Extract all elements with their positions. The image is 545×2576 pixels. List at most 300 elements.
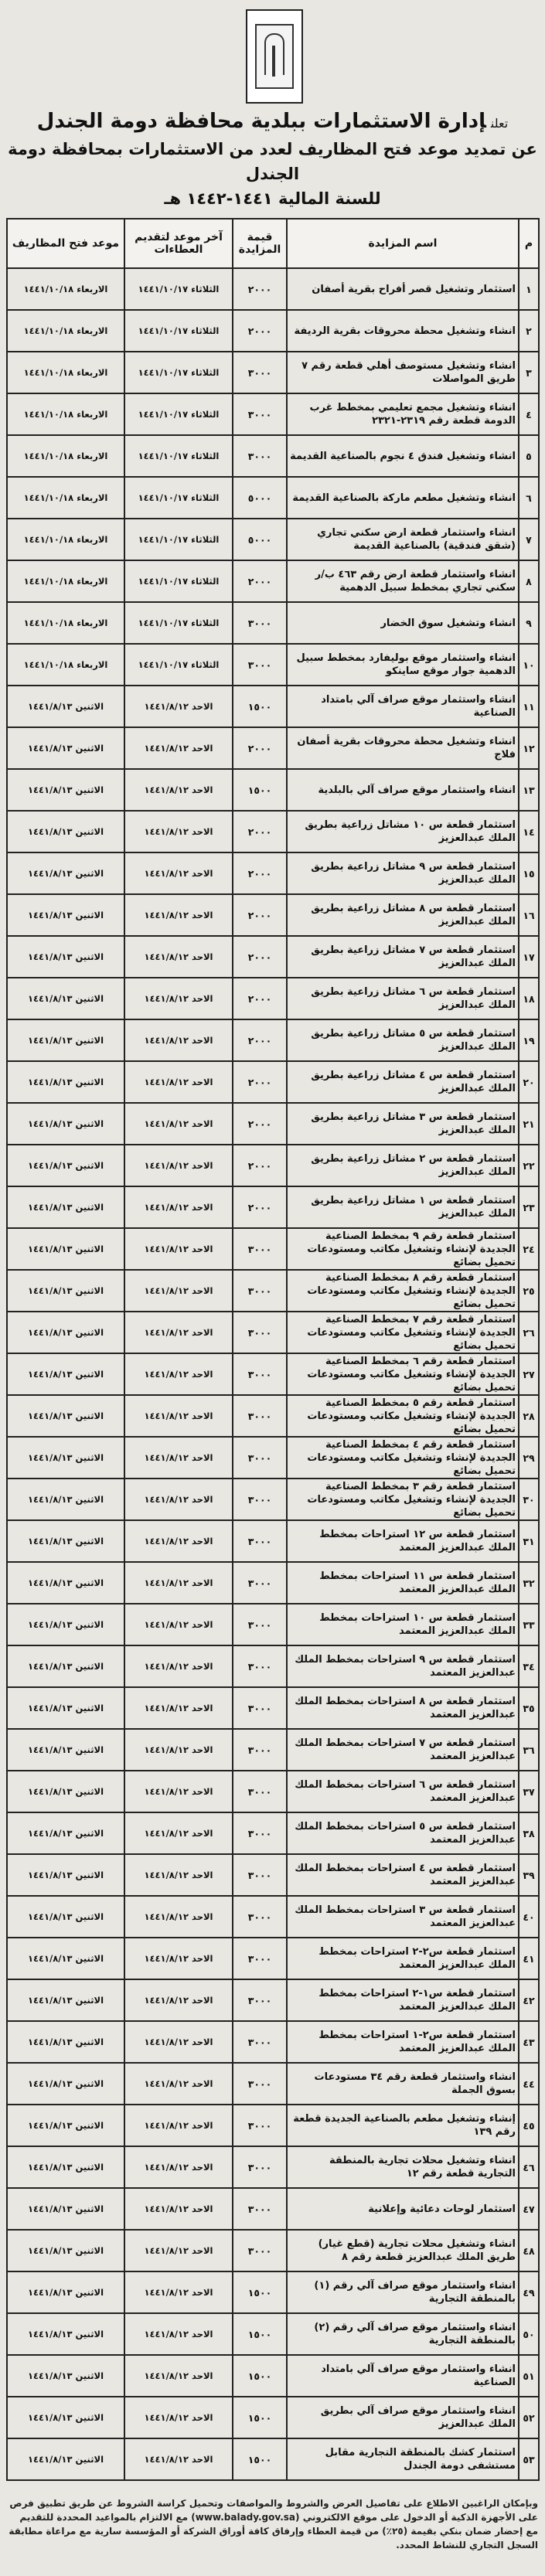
tender-name: استثمار قطعة س ٨ استراحات بمخطط الملك عبدالعزيز المعتمد bbox=[287, 1687, 519, 1729]
submission-deadline: الاحد ١٤٤١/٨/١٢ bbox=[124, 1270, 233, 1312]
row-number: ٣٤ bbox=[519, 1645, 539, 1687]
envelope-opening: الاثنين ١٤٤١/٨/١٣ bbox=[7, 1353, 124, 1395]
envelope-opening: الاثنين ١٤٤١/٨/١٣ bbox=[7, 2397, 124, 2438]
row-number: ٣٠ bbox=[519, 1479, 539, 1520]
tender-name: انشاء وتشغيل مستوصف أهلي قطعة رقم ٧ طريق المواصلات bbox=[287, 352, 519, 393]
table-row bbox=[7, 2021, 539, 2063]
row-number: ٤٩ bbox=[519, 2271, 539, 2313]
tender-value: ٣٠٠٠ bbox=[233, 1854, 287, 1896]
row-number: ٤ bbox=[519, 393, 539, 435]
row-number: ٥٢ bbox=[519, 2397, 539, 2438]
envelope-opening: الاربعاء ١٤٤١/١٠/١٨ bbox=[7, 477, 124, 519]
page-subtitle: عن تمديد موعد فتح المظاريف لعدد من الاستثمارات بمحافظة دومة الجندل bbox=[8, 140, 537, 183]
table-row bbox=[7, 1729, 539, 1771]
table-row bbox=[7, 602, 539, 644]
row-number: ٣٥ bbox=[519, 1687, 539, 1729]
row-number: ٢٠ bbox=[519, 1061, 539, 1103]
submission-deadline: الاحد ١٤٤١/٨/١٢ bbox=[124, 2230, 233, 2271]
row-number: ٣٩ bbox=[519, 1854, 539, 1896]
envelope-opening: الاثنين ١٤٤١/٨/١٣ bbox=[7, 1103, 124, 1145]
tender-value: ٣٠٠٠ bbox=[233, 1938, 287, 1979]
tender-name: انشاء وتشغيل مجمع تعليمي بمخطط غرب الدومة قطعة رقم ٢٣١٩-٢٣٢١ bbox=[287, 393, 519, 435]
table-row bbox=[7, 727, 539, 769]
envelope-opening: الاثنين ١٤٤١/٨/١٣ bbox=[7, 1019, 124, 1061]
row-number: ١١ bbox=[519, 686, 539, 727]
tender-value: ٣٠٠٠ bbox=[233, 644, 287, 686]
envelope-opening: الاثنين ١٤٤١/٨/١٣ bbox=[7, 1270, 124, 1312]
envelope-opening: الاثنين ١٤٤١/٨/١٣ bbox=[7, 2021, 124, 2063]
tender-value: ٣٠٠٠ bbox=[233, 2063, 287, 2105]
table-row bbox=[7, 1562, 539, 1604]
tender-value: ٣٠٠٠ bbox=[233, 1604, 287, 1645]
tender-name: استثمار قطعة س ٩ مشاتل زراعية بطريق الملك عبدالعزيز bbox=[287, 852, 519, 894]
fiscal-year: للسنة المالية ١٤٤١-١٤٤٢ هـ bbox=[164, 189, 381, 208]
envelope-opening: الاثنين ١٤٤١/٨/١٣ bbox=[7, 1437, 124, 1479]
row-number: ٤١ bbox=[519, 1938, 539, 1979]
table-row bbox=[7, 1437, 539, 1479]
row-number: ٨ bbox=[519, 560, 539, 602]
tender-value: ٣٠٠٠ bbox=[233, 1645, 287, 1687]
table-row bbox=[7, 1938, 539, 1979]
tender-name: استثمار قطعة س ١٠ استراحات بمخطط الملك عبدالعزيز المعتمد bbox=[287, 1604, 519, 1645]
envelope-opening: الاثنين ١٤٤١/٨/١٣ bbox=[7, 1771, 124, 1812]
submission-deadline: الاحد ١٤٤١/٨/١٢ bbox=[124, 936, 233, 978]
table-row bbox=[7, 2146, 539, 2188]
submission-deadline: الاحد ١٤٤١/٨/١٢ bbox=[124, 2397, 233, 2438]
tender-value: ٢٠٠٠ bbox=[233, 1186, 287, 1228]
envelope-opening: الاثنين ١٤٤١/٨/١٣ bbox=[7, 1061, 124, 1103]
table-row bbox=[7, 1228, 539, 1270]
tender-name: استثمار قطعة س ٤ استراحات بمخطط الملك عبدالعزيز المعتمد bbox=[287, 1854, 519, 1896]
tender-name: استثمار وتشغيل قصر أفراح بقرية أصفان bbox=[287, 268, 519, 310]
tender-value: ٣٠٠٠ bbox=[233, 1395, 287, 1437]
tender-value: ٣٠٠٠ bbox=[233, 1270, 287, 1312]
tender-name: انشاء وتشغيل محلات تجارية بالمنطقة التجارية قطعة رقم ١٢ bbox=[287, 2146, 519, 2188]
table-row bbox=[7, 1604, 539, 1645]
tender-name: استثمار قطعة س ٩ استراحات بمخطط الملك عبدالعزيز المعتمد bbox=[287, 1645, 519, 1687]
table-row bbox=[7, 2438, 539, 2480]
tender-value: ٥٠٠٠ bbox=[233, 519, 287, 560]
tender-value: ١٥٠٠ bbox=[233, 2271, 287, 2313]
tender-value: ٥٠٠٠ bbox=[233, 477, 287, 519]
row-number: ١٣ bbox=[519, 769, 539, 811]
tender-name: انشاء وتشغيل محطة محروقات بقرية الرديفة bbox=[287, 310, 519, 352]
tender-name: استثمار قطعة س ١٢ استراحات بمخطط الملك عبدالعزيز المعتمد bbox=[287, 1520, 519, 1562]
submission-deadline: الاحد ١٤٤١/٨/١٢ bbox=[124, 769, 233, 811]
page-title bbox=[8, 108, 537, 137]
tender-name: استثمار قطعة س ٨ مشاتل زراعية بطريق الملك عبدالعزيز bbox=[287, 894, 519, 936]
tender-value: ٣٠٠٠ bbox=[233, 352, 287, 393]
tender-value: ٢٠٠٠ bbox=[233, 936, 287, 978]
table-row bbox=[7, 644, 539, 686]
row-number: ٥ bbox=[519, 435, 539, 477]
envelope-opening: الاثنين ١٤٤١/٨/١٣ bbox=[7, 1520, 124, 1562]
header bbox=[8, 108, 537, 211]
envelope-opening: الاثنين ١٤٤١/٨/١٣ bbox=[7, 2146, 124, 2188]
envelope-opening: الاثنين ١٤٤١/٨/١٣ bbox=[7, 1312, 124, 1353]
column-header-name: اسم المزايدة bbox=[287, 219, 519, 268]
tender-name: انشاء وتشغيل محلات تجارية (قطع غيار) طريق الملك عبدالعزيز قطعة رقم ٨ bbox=[287, 2230, 519, 2271]
submission-deadline: الاحد ١٤٤١/٨/١٢ bbox=[124, 686, 233, 727]
table-row bbox=[7, 1353, 539, 1395]
envelope-opening: الاثنين ١٤٤١/٨/١٣ bbox=[7, 2188, 124, 2230]
envelope-opening: الاثنين ١٤٤١/٨/١٣ bbox=[7, 894, 124, 936]
tender-value: ٢٠٠٠ bbox=[233, 310, 287, 352]
envelope-opening: الاثنين ١٤٤١/٨/١٣ bbox=[7, 2355, 124, 2397]
submission-deadline: الاحد ١٤٤١/٨/١٢ bbox=[124, 1145, 233, 1186]
submission-deadline: الاحد ١٤٤١/٨/١٢ bbox=[124, 1729, 233, 1771]
submission-deadline: الاحد ١٤٤١/٨/١٢ bbox=[124, 1479, 233, 1520]
table-row bbox=[7, 310, 539, 352]
table-row bbox=[7, 1520, 539, 1562]
tender-name: استثمار قطعة رقم ٥ بمخطط الصناعية الجديدة لإنشاء وتشغيل مكاتب ومستودعات تحميل بضائع bbox=[287, 1395, 519, 1437]
table-row bbox=[7, 936, 539, 978]
tender-name: استثمار قطعة س ١١ استراحات بمخطط الملك عبدالعزيز المعتمد bbox=[287, 1562, 519, 1604]
tender-name: استثمار قطعة رقم ٩ بمخطط الصناعية الجديدة لإنشاء وتشغيل مكاتب ومستودعات تحميل بضائع bbox=[287, 1228, 519, 1270]
tender-name: انشاء واستثمار قطعة ارض رقم ٤٦٣ ب/ر سكني تجاري بمخطط سبيل الدهمية bbox=[287, 560, 519, 602]
submission-deadline: الاحد ١٤٤١/٨/١٢ bbox=[124, 1771, 233, 1812]
tender-name: انشاء وتشغيل مطعم ماركة بالصناعية القديمة bbox=[287, 477, 519, 519]
submission-deadline: الاحد ١٤٤١/٨/١٢ bbox=[124, 2313, 233, 2355]
table-row bbox=[7, 686, 539, 727]
submission-deadline: الاحد ١٤٤١/٨/١٢ bbox=[124, 1645, 233, 1687]
tender-value: ٣٠٠٠ bbox=[233, 1437, 287, 1479]
tender-name: انشاء وتشغيل فندق ٤ نجوم بالصناعية القديمة bbox=[287, 435, 519, 477]
submission-deadline: الاحد ١٤٤١/٨/١٢ bbox=[124, 2438, 233, 2480]
envelope-opening: الاثنين ١٤٤١/٨/١٣ bbox=[7, 1645, 124, 1687]
envelope-opening: الاربعاء ١٤٤١/١٠/١٨ bbox=[7, 519, 124, 560]
submission-deadline: الاحد ١٤٤١/٨/١٢ bbox=[124, 1312, 233, 1353]
tender-value: ٢٠٠٠ bbox=[233, 978, 287, 1019]
tender-value: ٣٠٠٠ bbox=[233, 1562, 287, 1604]
row-number: ٤٢ bbox=[519, 1979, 539, 2021]
submission-deadline: الثلاثاء ١٤٤١/١٠/١٧ bbox=[124, 477, 233, 519]
row-number: ٣٦ bbox=[519, 1729, 539, 1771]
tender-name: انشاء واستثمار قطعة ارض سكني تجاري (شقق فندقية) بالصناعية القديمة bbox=[287, 519, 519, 560]
table-row bbox=[7, 1061, 539, 1103]
row-number: ١ bbox=[519, 268, 539, 310]
submission-deadline: الاحد ١٤٤١/٨/١٢ bbox=[124, 1353, 233, 1395]
envelope-opening: الاثنين ١٤٤١/٨/١٣ bbox=[7, 2063, 124, 2105]
table-row bbox=[7, 1270, 539, 1312]
row-number: ٢٩ bbox=[519, 1437, 539, 1479]
table-row bbox=[7, 2105, 539, 2146]
tender-name: انشاء واستثمار موقع صراف آلي رقم (٢) بالمنطقة التجارية bbox=[287, 2313, 519, 2355]
submission-deadline: الثلاثاء ١٤٤١/١٠/١٧ bbox=[124, 352, 233, 393]
envelope-opening: الاثنين ١٤٤١/٨/١٣ bbox=[7, 1687, 124, 1729]
submission-deadline: الاحد ١٤٤١/٨/١٢ bbox=[124, 1687, 233, 1729]
row-number: ٤٣ bbox=[519, 2021, 539, 2063]
submission-deadline: الاحد ١٤٤١/٨/١٢ bbox=[124, 1520, 233, 1562]
row-number: ٧ bbox=[519, 519, 539, 560]
row-number: ٣٧ bbox=[519, 1771, 539, 1812]
submission-deadline: الاحد ١٤٤١/٨/١٢ bbox=[124, 2063, 233, 2105]
submission-deadline: الثلاثاء ١٤٤١/١٠/١٧ bbox=[124, 644, 233, 686]
tender-name: انشاء واستثمار موقع صراف آلي بالبلدية bbox=[287, 769, 519, 811]
submission-deadline: الاحد ١٤٤١/٨/١٢ bbox=[124, 2355, 233, 2397]
tender-value: ٣٠٠٠ bbox=[233, 2146, 287, 2188]
table-row bbox=[7, 435, 539, 477]
tender-value: ٣٠٠٠ bbox=[233, 1312, 287, 1353]
envelope-opening: الاثنين ١٤٤١/٨/١٣ bbox=[7, 1729, 124, 1771]
tender-value: ٢٠٠٠ bbox=[233, 727, 287, 769]
envelope-opening: الاثنين ١٤٤١/٨/١٣ bbox=[7, 2105, 124, 2146]
tender-value: ٣٠٠٠ bbox=[233, 393, 287, 435]
submission-deadline: الثلاثاء ١٤٤١/١٠/١٧ bbox=[124, 268, 233, 310]
submission-deadline: الثلاثاء ١٤٤١/١٠/١٧ bbox=[124, 310, 233, 352]
tender-value: ٢٠٠٠ bbox=[233, 1103, 287, 1145]
tender-value: ٢٠٠٠ bbox=[233, 1145, 287, 1186]
envelope-opening: الاثنين ١٤٤١/٨/١٣ bbox=[7, 811, 124, 852]
envelope-opening: الاثنين ١٤٤١/٨/١٣ bbox=[7, 2230, 124, 2271]
submission-deadline: الاحد ١٤٤١/٨/١٢ bbox=[124, 727, 233, 769]
tender-name: انشاء وتشغيل سوق الخضار bbox=[287, 602, 519, 644]
row-number: ٢٦ bbox=[519, 1312, 539, 1353]
tender-value: ٣٠٠٠ bbox=[233, 1228, 287, 1270]
row-number: ٢١ bbox=[519, 1103, 539, 1145]
tender-value: ٢٠٠٠ bbox=[233, 1061, 287, 1103]
submission-deadline: الاحد ١٤٤١/٨/١٢ bbox=[124, 2146, 233, 2188]
tender-value: ٣٠٠٠ bbox=[233, 435, 287, 477]
table-row bbox=[7, 1479, 539, 1520]
municipality-logo bbox=[246, 9, 303, 104]
row-number: ٩ bbox=[519, 602, 539, 644]
submission-deadline: الاحد ١٤٤١/٨/١٢ bbox=[124, 1437, 233, 1479]
tender-value: ٣٠٠٠ bbox=[233, 2021, 287, 2063]
envelope-opening: الاثنين ١٤٤١/٨/١٣ bbox=[7, 1812, 124, 1854]
tender-name: انشاء واستثمار موقع بوليفارد بمخطط سبيل الدهمية جوار موقع ساينكو bbox=[287, 644, 519, 686]
title-main: إدارة الاستثمارات ببلدية محافظة دومة الجندل bbox=[36, 110, 486, 133]
tender-name: استثمار كشك بالمنطقة التجارية مقابل مستشفى دومة الجندل bbox=[287, 2438, 519, 2480]
envelope-opening: الاربعاء ١٤٤١/١٠/١٨ bbox=[7, 435, 124, 477]
submission-deadline: الاحد ١٤٤١/٨/١٢ bbox=[124, 2021, 233, 2063]
submission-deadline: الاحد ١٤٤١/٨/١٢ bbox=[124, 1896, 233, 1938]
tender-name: انشاء واستثمار قطعة رقم ٣٤ مستودعات بسوق الجملة bbox=[287, 2063, 519, 2105]
envelope-opening: الاربعاء ١٤٤١/١٠/١٨ bbox=[7, 560, 124, 602]
tender-name: استثمار قطعة س١-٢ استراحات بمخطط الملك عبدالعزيز المعتمد bbox=[287, 1979, 519, 2021]
submission-deadline: الاحد ١٤٤١/٨/١٢ bbox=[124, 1395, 233, 1437]
submission-deadline: الثلاثاء ١٤٤١/١٠/١٧ bbox=[124, 602, 233, 644]
submission-deadline: الثلاثاء ١٤٤١/١٠/١٧ bbox=[124, 435, 233, 477]
submission-deadline: الاحد ١٤٤١/٨/١٢ bbox=[124, 894, 233, 936]
row-number: ٥٠ bbox=[519, 2313, 539, 2355]
envelope-opening: الاثنين ١٤٤١/٨/١٣ bbox=[7, 1145, 124, 1186]
tender-value: ٢٠٠٠ bbox=[233, 1019, 287, 1061]
tender-name: انشاء واستثمار موقع صراف آلي بطريق الملك عبدالعزيز bbox=[287, 2397, 519, 2438]
submission-deadline: الاحد ١٤٤١/٨/١٢ bbox=[124, 811, 233, 852]
envelope-opening: الاثنين ١٤٤١/٨/١٣ bbox=[7, 852, 124, 894]
tender-value: ٣٠٠٠ bbox=[233, 1687, 287, 1729]
row-number: ٤٨ bbox=[519, 2230, 539, 2271]
tender-name: استثمار قطعة س٢-٢ استراحات بمخطط الملك عبدالعزيز المعتمد bbox=[287, 1938, 519, 1979]
row-number: ٢٢ bbox=[519, 1145, 539, 1186]
row-number: ٤٦ bbox=[519, 2146, 539, 2188]
table-row bbox=[7, 268, 539, 310]
column-header-value: قيمة المزايدة bbox=[233, 219, 287, 268]
envelope-opening: الاربعاء ١٤٤١/١٠/١٨ bbox=[7, 268, 124, 310]
tender-name: استثمار لوحات دعائية وإعلانية bbox=[287, 2188, 519, 2230]
table-row bbox=[7, 1019, 539, 1061]
table-row bbox=[7, 894, 539, 936]
envelope-opening: الاثنين ١٤٤١/٨/١٣ bbox=[7, 1395, 124, 1437]
tender-name: إنشاء وتشغيل مطعم بالصناعية الجديدة قطعة رقم ١٣٩ bbox=[287, 2105, 519, 2146]
column-header-opening: موعد فتح المظاريف bbox=[7, 219, 124, 268]
table-row bbox=[7, 1896, 539, 1938]
tenders-table bbox=[6, 218, 540, 2481]
table-row bbox=[7, 769, 539, 811]
tender-name: استثمار قطعة س ٧ مشاتل زراعية بطريق الملك عبدالعزيز bbox=[287, 936, 519, 978]
table-row bbox=[7, 1687, 539, 1729]
tender-value: ١٥٠٠ bbox=[233, 2438, 287, 2480]
row-number: ٤٤ bbox=[519, 2063, 539, 2105]
tower-emblem-icon bbox=[255, 24, 294, 89]
submission-deadline: الاحد ١٤٤١/٨/١٢ bbox=[124, 2105, 233, 2146]
envelope-opening: الاثنين ١٤٤١/٨/١٣ bbox=[7, 686, 124, 727]
submission-deadline: الثلاثاء ١٤٤١/١٠/١٧ bbox=[124, 393, 233, 435]
row-number: ٤٧ bbox=[519, 2188, 539, 2230]
submission-deadline: الاحد ١٤٤١/٨/١٢ bbox=[124, 1061, 233, 1103]
table-row bbox=[7, 1854, 539, 1896]
submission-deadline: الاحد ١٤٤١/٨/١٢ bbox=[124, 2271, 233, 2313]
table-row bbox=[7, 852, 539, 894]
envelope-opening: الاثنين ١٤٤١/٨/١٣ bbox=[7, 727, 124, 769]
row-number: ١٢ bbox=[519, 727, 539, 769]
submission-deadline: الاحد ١٤٤١/٨/١٢ bbox=[124, 1562, 233, 1604]
tender-value: ٣٠٠٠ bbox=[233, 1479, 287, 1520]
tender-value: ١٥٠٠ bbox=[233, 769, 287, 811]
submission-deadline: الاحد ١٤٤١/٨/١٢ bbox=[124, 1019, 233, 1061]
envelope-opening: الاثنين ١٤٤١/٨/١٣ bbox=[7, 1604, 124, 1645]
row-number: ١٨ bbox=[519, 978, 539, 1019]
envelope-opening: الاثنين ١٤٤١/٨/١٣ bbox=[7, 1979, 124, 2021]
envelope-opening: الاثنين ١٤٤١/٨/١٣ bbox=[7, 1228, 124, 1270]
tender-name: انشاء واستثمار موقع صراف آلي بامتداد الصناعية bbox=[287, 2355, 519, 2397]
envelope-opening: الاثنين ١٤٤١/٨/١٣ bbox=[7, 2438, 124, 2480]
envelope-opening: الاثنين ١٤٤١/٨/١٣ bbox=[7, 978, 124, 1019]
column-header-deadline: آخر موعد لتقديم العطاءات bbox=[124, 219, 233, 268]
table-row bbox=[7, 1812, 539, 1854]
submission-deadline: الاحد ١٤٤١/٨/١٢ bbox=[124, 1938, 233, 1979]
submission-deadline: الاحد ١٤٤١/٨/١٢ bbox=[124, 2188, 233, 2230]
tender-value: ٣٠٠٠ bbox=[233, 2230, 287, 2271]
table-row bbox=[7, 2397, 539, 2438]
table-row bbox=[7, 2063, 539, 2105]
table-row bbox=[7, 1645, 539, 1687]
submission-deadline: الاحد ١٤٤١/٨/١٢ bbox=[124, 1812, 233, 1854]
tender-value: ٢٠٠٠ bbox=[233, 852, 287, 894]
tender-value: ٣٠٠٠ bbox=[233, 1771, 287, 1812]
submission-deadline: الاحد ١٤٤١/٨/١٢ bbox=[124, 1186, 233, 1228]
envelope-opening: الاثنين ١٤٤١/٨/١٣ bbox=[7, 1896, 124, 1938]
envelope-opening: الاثنين ١٤٤١/٨/١٣ bbox=[7, 936, 124, 978]
table-row bbox=[7, 2230, 539, 2271]
row-number: ١٦ bbox=[519, 894, 539, 936]
table-row bbox=[7, 1771, 539, 1812]
row-number: ٣١ bbox=[519, 1520, 539, 1562]
envelope-opening: الاثنين ١٤٤١/٨/١٣ bbox=[7, 2271, 124, 2313]
tender-name: استثمار قطعة رقم ٨ بمخطط الصناعية الجديدة لإنشاء وتشغيل مكاتب ومستودعات تحميل بضائع bbox=[287, 1270, 519, 1312]
submission-deadline: الثلاثاء ١٤٤١/١٠/١٧ bbox=[124, 560, 233, 602]
tender-name: انشاء واستثمار موقع صراف آلي رقم (١) بالمنطقة التجارية bbox=[287, 2271, 519, 2313]
table-row bbox=[7, 1395, 539, 1437]
tender-value: ١٥٠٠ bbox=[233, 2355, 287, 2397]
tender-name: استثمار قطعة س٢-١ استراحات بمخطط الملك عبدالعزيز المعتمد bbox=[287, 2021, 519, 2063]
row-number: ٥٣ bbox=[519, 2438, 539, 2480]
tender-value: ٣٠٠٠ bbox=[233, 1896, 287, 1938]
tender-value: ٣٠٠٠ bbox=[233, 2188, 287, 2230]
row-number: ١٤ bbox=[519, 811, 539, 852]
table-row bbox=[7, 1103, 539, 1145]
tender-name: استثمار قطعة رقم ٦ بمخطط الصناعية الجديدة لإنشاء وتشغيل مكاتب ومستودعات تحميل بضائع bbox=[287, 1353, 519, 1395]
tender-name: استثمار قطعة س ٦ استراحات بمخطط الملك عبدالعزيز المعتمد bbox=[287, 1771, 519, 1812]
title-prefix: تعلن bbox=[490, 116, 509, 131]
table-row bbox=[7, 978, 539, 1019]
envelope-opening: الاثنين ١٤٤١/٨/١٣ bbox=[7, 1854, 124, 1896]
envelope-opening: الاثنين ١٤٤١/٨/١٣ bbox=[7, 1186, 124, 1228]
tender-name: استثمار قطعة س ٥ استراحات بمخطط الملك عبدالعزيز المعتمد bbox=[287, 1812, 519, 1854]
tender-name: استثمار قطعة س ١ مشاتل زراعية بطريق الملك عبدالعزيز bbox=[287, 1186, 519, 1228]
tender-name: انشاء واستثمار موقع صراف آلي بامتداد الصناعية bbox=[287, 686, 519, 727]
tender-value: ٣٠٠٠ bbox=[233, 1979, 287, 2021]
submission-deadline: الثلاثاء ١٤٤١/١٠/١٧ bbox=[124, 519, 233, 560]
tender-value: ٢٠٠٠ bbox=[233, 811, 287, 852]
row-number: ١٥ bbox=[519, 852, 539, 894]
tender-value: ١٥٠٠ bbox=[233, 2313, 287, 2355]
table-row bbox=[7, 519, 539, 560]
table-row bbox=[7, 1979, 539, 2021]
footer-notice: وبإمكان الراغبين الاطلاع على تفاصيل العرض والشروط والمواصفات وتحميل كراسة الشروط عن طريق تطبيق فرص على الأجهزة الذكية أو الدخول على موقع الالكتروني (www.balady.gov.sa) مع الالتزام بالمواعيد المحددة للتقديم مع إحضار ضمان بنكي بقيمة (٢٥٪) من قيمة العطاء وإرفاق كافة أوراق الشركة أو المؤسسة سارية مع مراعاة مطابقة السجل التجاري للنشاط المحدد. bbox=[9, 2498, 538, 2550]
submission-deadline: الاحد ١٤٤١/٨/١٢ bbox=[124, 1854, 233, 1896]
tender-name: استثمار قطعة س ٣ مشاتل زراعية بطريق الملك عبدالعزيز bbox=[287, 1103, 519, 1145]
envelope-opening: الاربعاء ١٤٤١/١٠/١٨ bbox=[7, 393, 124, 435]
table-row bbox=[7, 2313, 539, 2355]
row-number: ١٩ bbox=[519, 1019, 539, 1061]
submission-deadline: الاحد ١٤٤١/٨/١٢ bbox=[124, 1228, 233, 1270]
table-row bbox=[7, 1145, 539, 1186]
tender-name: استثمار قطعة رقم ٣ بمخطط الصناعية الجديدة لإنشاء وتشغيل مكاتب ومستودعات تحميل بضائع bbox=[287, 1479, 519, 1520]
tender-name: استثمار قطعة س ٧ استراحات بمخطط الملك عبدالعزيز المعتمد bbox=[287, 1729, 519, 1771]
envelope-opening: الاثنين ١٤٤١/٨/١٣ bbox=[7, 1562, 124, 1604]
table-row bbox=[7, 1312, 539, 1353]
tender-name: انشاء وتشغيل محطة محروقات بقرية أصفان فلاج bbox=[287, 727, 519, 769]
table-row bbox=[7, 393, 539, 435]
tender-value: ٢٠٠٠ bbox=[233, 894, 287, 936]
row-number: ٤٥ bbox=[519, 2105, 539, 2146]
column-header-number: م bbox=[519, 219, 539, 268]
row-number: ٣ bbox=[519, 352, 539, 393]
tender-value: ٣٠٠٠ bbox=[233, 1812, 287, 1854]
row-number: ١٠ bbox=[519, 644, 539, 686]
row-number: ٢٣ bbox=[519, 1186, 539, 1228]
envelope-opening: الاربعاء ١٤٤١/١٠/١٨ bbox=[7, 352, 124, 393]
tender-name: استثمار قطعة س ١٠ مشاتل زراعية بطريق الملك عبدالعزيز bbox=[287, 811, 519, 852]
row-number: ٢٧ bbox=[519, 1353, 539, 1395]
tender-name: استثمار قطعة س ٢ مشاتل زراعية بطريق الملك عبدالعزيز bbox=[287, 1145, 519, 1186]
table-row bbox=[7, 352, 539, 393]
tender-name: استثمار قطعة س ٣ استراحات بمخطط الملك عبدالعزيز المعتمد bbox=[287, 1896, 519, 1938]
envelope-opening: الاثنين ١٤٤١/٨/١٣ bbox=[7, 769, 124, 811]
tender-value: ٢٠٠٠ bbox=[233, 268, 287, 310]
table-row bbox=[7, 560, 539, 602]
tender-name: استثمار قطعة رقم ٤ بمخطط الصناعية الجديدة لإنشاء وتشغيل مكاتب ومستودعات تحميل بضائع bbox=[287, 1437, 519, 1479]
tender-value: ٣٠٠٠ bbox=[233, 602, 287, 644]
tender-value: ١٥٠٠ bbox=[233, 686, 287, 727]
envelope-opening: الاثنين ١٤٤١/٨/١٣ bbox=[7, 2313, 124, 2355]
tender-value: ٣٠٠٠ bbox=[233, 1353, 287, 1395]
table-row bbox=[7, 811, 539, 852]
tender-value: ١٥٠٠ bbox=[233, 2397, 287, 2438]
table-row bbox=[7, 2355, 539, 2397]
